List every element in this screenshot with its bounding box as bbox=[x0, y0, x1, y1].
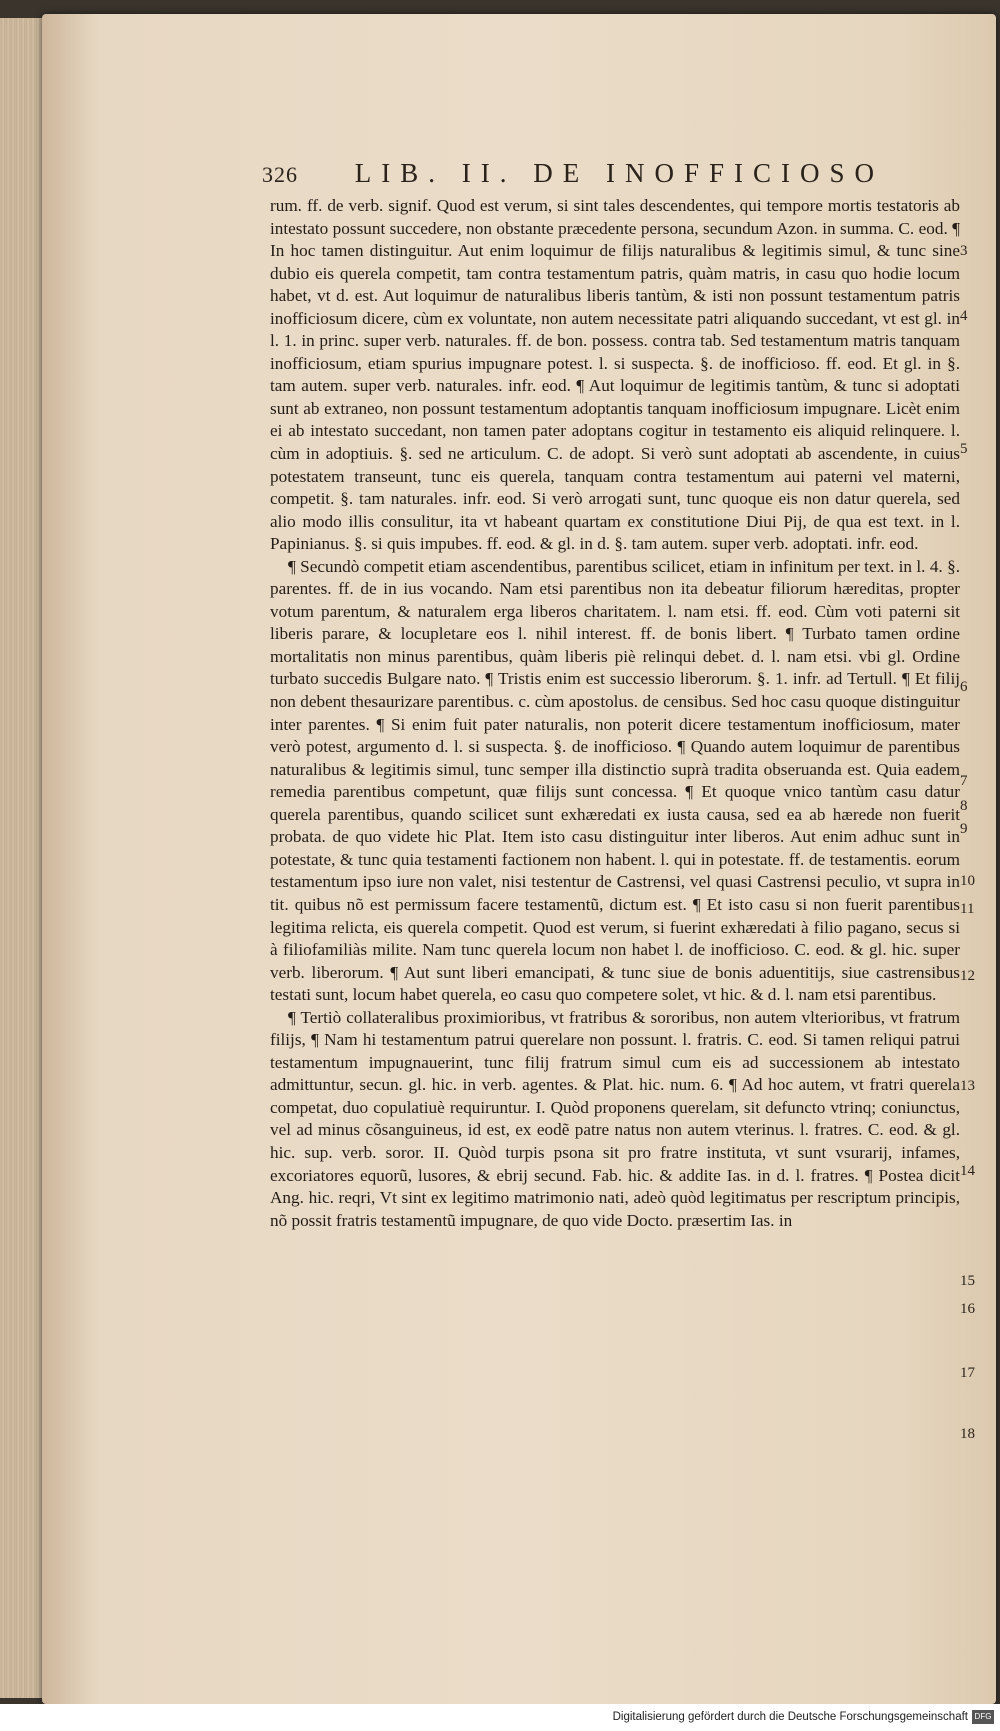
paragraph-2: ¶ Secundò competit etiam ascendentibus, parentibus scilicet, etiam in infinitum per text. in l. 4. §. parentes. ff. de in ius vocando. Nam etsi parentibus non ita debeatur filiorum hæreditas, propter votum parentum, & naturalem erga liberos charitatem. l. nam etsi. ff. eod. Cùm voti paterni sit liberis parare, & locupletare eos l. nihil interest. ff. de bonis libert. ¶ Turbato tamen ordine mortalitatis non minus parentibus, quàm liberis piè relinqui debet. d. l. nam etsi. vbi gl. Ordine turbato succedis Bulgare nato. ¶ Tristis enim est successio liberorum. §. 1. infr. ad Tertull. ¶ Et filij non debent thesaurizare parentibus. c. cùm apostolus. de censibus. Sed hoc casu quoque distinguitur inter parentes. ¶ Si enim fuit pater naturalis, non poterit dicere testamentum inofficiosum, mater verò potest, argumento d. l. si suspecta. §. de inofficioso. ¶ Quando autem loquimur de parentibus naturalibus & legitimis simul, tunc semper illa distinctio suprà tradita obseruanda est. Quia eadem remedia parentibus competunt, quæ filijs sunt concessa. ¶ Et quoque vnico tantùm casu datur querela parentibus, quando scilicet sunt exhæredati ex iusta causa, sed ea ab hærede non fuerit probata. de quo videte hic Plat. Item isto casu distinguitur inter liberos. Aut enim adhuc sunt in potestate, & tunc quia testamenti factionem non habent. l. qui in potestate. ff. de testamentis. eorum testamentum ipso iure non valet, nisi testentur de Castrensi, vel quasi Castrensi peculio, vt supra in tit. quibus nõ est permissum facere testamentũ, dictum est. ¶ Et isto casu si non fuerit parentibus legitima relicta, eis querela competit. Quod est verum, si fuerint exhæredati à filio pagano, secus si à filiofamiliàs milite. Nam tunc querela locum non habet l. de inofficioso. C. eod. & gl. hic. super verb. liberorum. ¶ Aut sunt liberi emancipati, & tunc siue de bonis aduentitijs, siue castrensibus testati sunt, locum habet querela, eo casu quo competere solet, vt hic. & d. l. nam etsi parentibus. bbox=[270, 556, 960, 1005]
margin-number: 13 bbox=[960, 1078, 975, 1094]
page-body bbox=[270, 195, 960, 1232]
running-header bbox=[262, 158, 884, 189]
page-number: 326 bbox=[262, 162, 298, 187]
margin-number: 17 bbox=[960, 1365, 975, 1381]
margin-number: 18 bbox=[960, 1426, 975, 1442]
margin-number: 14 bbox=[960, 1163, 975, 1179]
running-title: LIB. II. DE INOFFICIOSO bbox=[354, 158, 884, 188]
margin-number: 8 bbox=[960, 798, 968, 814]
margin-number: 11 bbox=[960, 901, 975, 917]
margin-number: 10 bbox=[960, 873, 975, 889]
margin-number: 16 bbox=[960, 1301, 975, 1317]
margin-number: 6 bbox=[960, 679, 968, 695]
margin-number: 9 bbox=[960, 821, 968, 837]
dfg-logo-icon: DFG bbox=[972, 1710, 994, 1724]
margin-number: 5 bbox=[960, 441, 968, 457]
margin-number: 7 bbox=[960, 773, 968, 789]
margin-number: 15 bbox=[960, 1273, 975, 1289]
page-edges bbox=[0, 18, 47, 1698]
funding-credit: Digitalisierung gefördert durch die Deutsche Forschungsgemeinschaft bbox=[612, 1711, 968, 1723]
digitization-footer bbox=[0, 1704, 1000, 1731]
paragraph-3: ¶ Tertiò collateralibus proximioribus, vt fratribus & sororibus, non autem vlterioribus, vt fratrum filijs, ¶ Nam hi testamentum patrui querelare non possunt. l. fratris. C. eod. Si tamen reliqui patrui testamentum impugnauerint, tunc filij fratrum simul cum eis ad successionem ab intestato admittuntur, secun. gl. hic. in verb. agentes. & Plat. hic. num. 6. ¶ Ad hoc autem, vt fratri querela competat, duo copulatiuè requiruntur. I. Quòd proponens querelam, sit defuncto vtrinq; coniunctus, vel ad minus cõsanguineus, id est, ex eodẽ patre natus non autem vterinus. l. fratres. C. eod. & gl. hic. sup. verb. soror. II. Quòd turpis psona sit pro fratre instituta, vt sunt vsurarij, infames, excoriatores equorũ, lusores, & ebrij secund. Fab. hic. & addite Ias. in d. l. fratres. ¶ Postea dicit Ang. hic. reqri, Vt sint ex legitimo matrimonio nati, adeò quòd legitimatus per rescriptum principis, nõ possit fratris testamentũ impugnare, de quo vide Docto. præsertim Ias. in bbox=[270, 1007, 960, 1230]
margin-number: 12 bbox=[960, 968, 975, 984]
paragraph-1: rum. ff. de verb. signif. Quod est verum, si sint tales descendentes, qui tempore mortis testatoris ab intestato possunt succedere, non obstante præcedente persona, secundum Azon. in summa. C. eod. ¶ In hoc tamen distinguitur. Aut enim loquimur de filijs naturalibus & legitimis simul, & tunc sine dubio eis querela competit, tam contra testamentum patris, quàm matris, in casu quo hodie locum habet, vt d. est. Aut loquimur de naturalibus liberis tantùm, & isti non possunt testamentum patris inofficiosum dicere, cùm ex voluntate, non autem necessitate patri aliquando succedant, vt est gl. in l. 1. in princ. super verb. naturales. ff. de bon. possess. contra tab. Sed testamentum matris tanquam inofficiosum, etiam spurius impugnare potest. l. si suspecta. §. de inofficioso. ff. eod. Et gl. in §. tam autem. super verb. naturales. infr. eod. ¶ Aut loquimur de legitimis tantùm, & tunc si adoptati sunt ab extraneo, non possunt testamentum adoptantis tanquam inofficiosum impugnare. Licèt enim ei ab intestato succedant, non tamen pater adoptans cogitur in testamento eis aliquid relinquere. l. cùm in adoptiuis. §. sed ne articulum. C. de adopt. Si verò sunt adoptati ab ascendente, in cuius potestatem transeunt, tunc eis querela, tanquam contra testamentum aui paterni vel materni, competit. §. tam naturales. infr. eod. Si verò arrogati sunt, tunc quoque eis non datur querela, sed alio modo illis consulitur, ita vt habeant quartam ex constitutione Diui Pij, de qua est text. in l. Papinianus. §. si quis impubes. ff. eod. & gl. in d. §. tam autem. super verb. adoptati. infr. eod. bbox=[270, 196, 960, 554]
margin-number: 3 bbox=[960, 243, 968, 259]
margin-number: 4 bbox=[960, 308, 968, 324]
